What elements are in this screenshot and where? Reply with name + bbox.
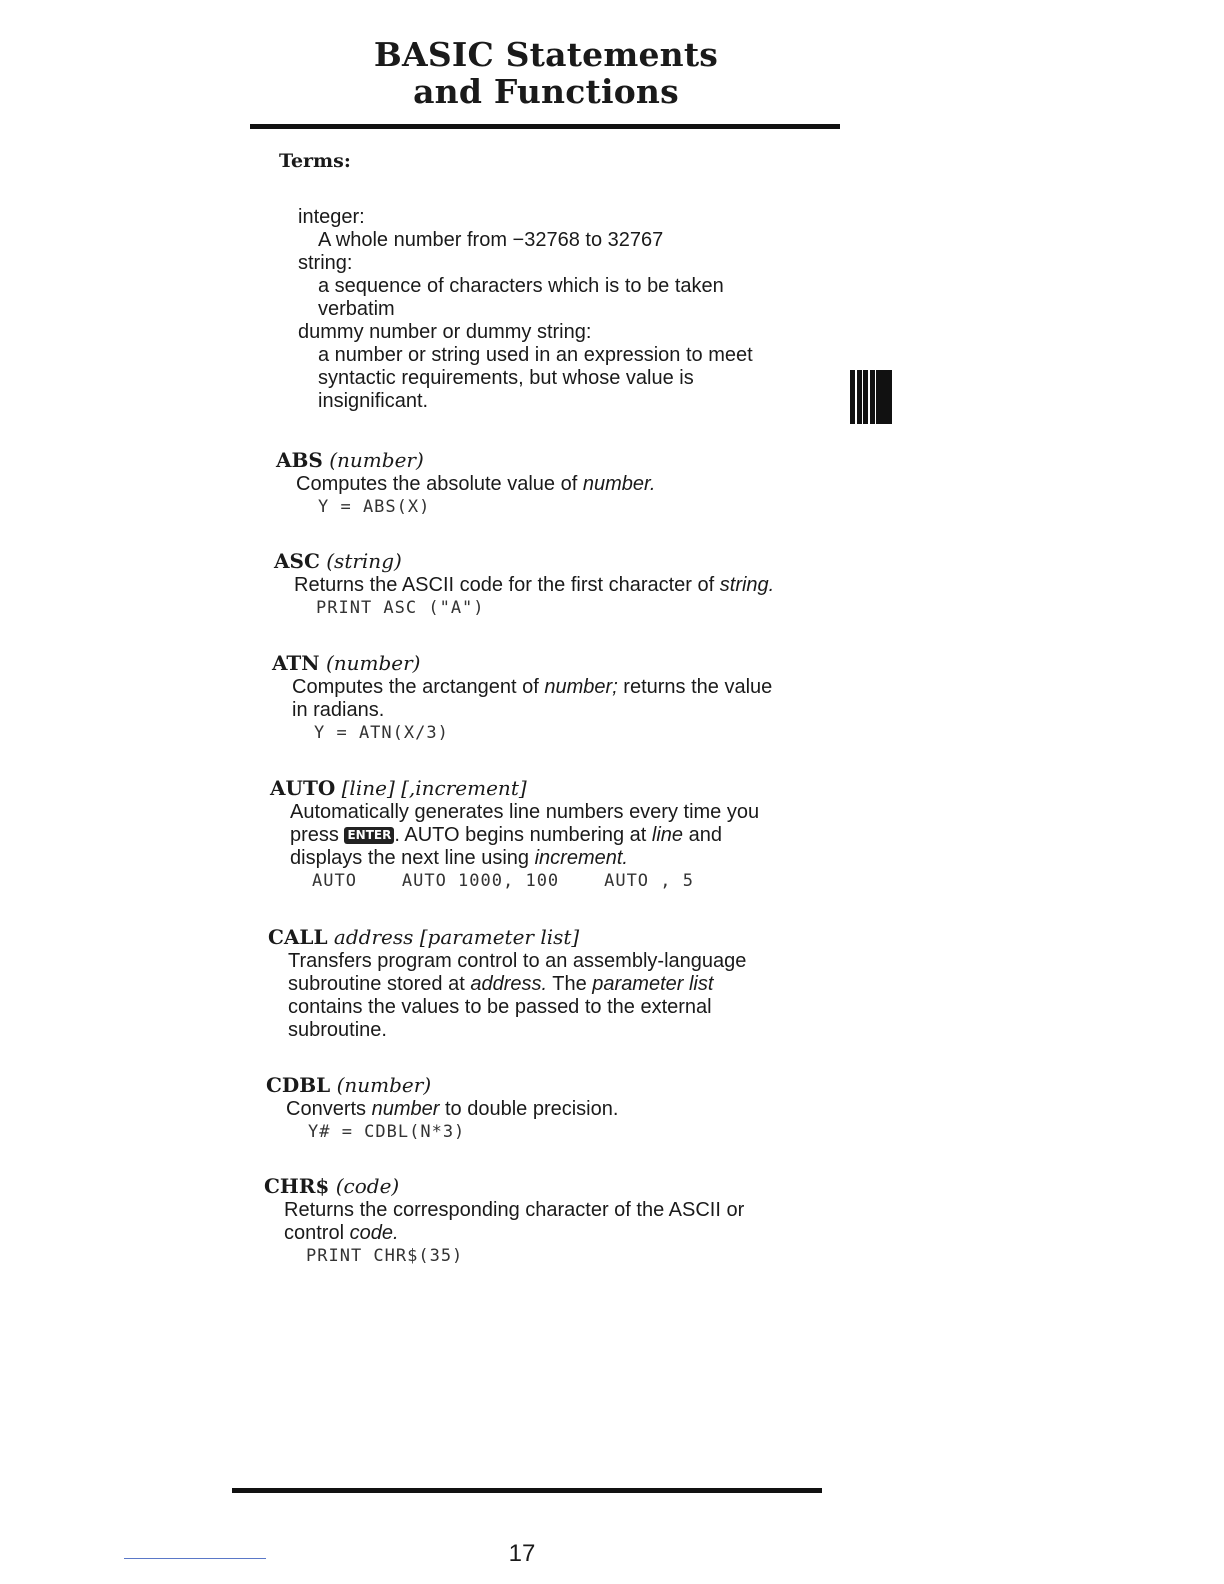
- entry-keyword: ATN: [272, 651, 320, 675]
- entry-args: (number): [329, 448, 424, 472]
- description-emphasis: line: [651, 824, 684, 846]
- entry-example: Y# = CDBL(N*3): [308, 1122, 466, 1142]
- entry-example: Y = ATN(X/3): [314, 723, 449, 743]
- entry-description: Transfers program control to an assembly-language subroutine stored at address. The parameter list contains the values to be passed to the external subroutine.: [288, 950, 747, 1041]
- terms-heading: Terms:: [279, 150, 351, 172]
- entry-cdbl: [266, 1073, 826, 1143]
- entry-description: Computes the absolute value of number.: [296, 473, 656, 495]
- page-title-line-2: and Functions: [413, 72, 679, 111]
- description-emphasis: string.: [719, 574, 775, 596]
- entry-signature: [264, 1174, 824, 1198]
- entry-keyword: ASC: [274, 549, 320, 573]
- entry-signature: [270, 776, 830, 800]
- entry-keyword: CHR$: [264, 1174, 330, 1198]
- term-label: string:: [298, 252, 353, 274]
- enter-key-icon: ENTER: [344, 827, 394, 844]
- header-rule: [250, 124, 840, 129]
- description-emphasis: address.: [470, 973, 548, 995]
- description-emphasis: parameter list: [592, 973, 714, 995]
- entry-signature: [274, 549, 834, 573]
- terms-list: [298, 206, 798, 413]
- page-title-line-1: BASIC Statements: [373, 35, 719, 74]
- entry-signature: [276, 448, 836, 472]
- entry-chr: [264, 1174, 824, 1267]
- term-definition-line: A whole number from −32768 to 32767: [318, 229, 664, 251]
- entry-description: Returns the ASCII code for the first character of string.: [294, 574, 775, 596]
- entry-description: Automatically generates line numbers every time you press ENTER . AUTO begins numbering at line and displays the next line using increment.: [290, 801, 760, 869]
- term-definition-line: insignificant.: [318, 390, 429, 412]
- entry-keyword: AUTO: [270, 776, 336, 800]
- term-definition-line: a sequence of characters which is to be taken: [318, 275, 724, 297]
- entry-keyword: ABS: [276, 448, 323, 472]
- entry-signature: [266, 1073, 826, 1097]
- entry-signature: [268, 925, 828, 949]
- description-emphasis: increment.: [534, 847, 628, 869]
- entry-args: (number): [336, 1073, 432, 1097]
- description-emphasis: code.: [349, 1222, 399, 1244]
- description-emphasis: number: [371, 1098, 440, 1120]
- entry-args: (string): [326, 549, 402, 573]
- description-emphasis: number;: [544, 676, 618, 698]
- term-label: integer:: [298, 206, 365, 228]
- entry-example: AUTO AUTO 1000, 100 AUTO , 5: [312, 871, 694, 891]
- entry-call: [268, 925, 828, 1042]
- entry-description: Computes the arctangent of number; returns the value in radians.: [292, 676, 773, 721]
- entry-example: PRINT ASC ("A"): [316, 598, 485, 618]
- entry-example: Y = ABS(X): [318, 497, 431, 517]
- section-tab-marker: [850, 370, 892, 424]
- entry-signature: [272, 651, 832, 675]
- term-label: dummy number or dummy string:: [298, 321, 592, 343]
- entry-example: PRINT CHR$(35): [306, 1246, 464, 1266]
- entry-args: address [parameter list]: [333, 925, 580, 949]
- entry-description: Converts number to double precision.: [286, 1098, 619, 1120]
- entry-asc: [274, 549, 834, 619]
- scan-artifact-line: [124, 1558, 266, 1559]
- entry-auto: [270, 776, 830, 892]
- term-definition-line: verbatim: [318, 298, 395, 320]
- term-definition-line: a number or string used in an expression to meet: [318, 344, 753, 366]
- entry-args: [line] [,increment]: [341, 776, 527, 800]
- entry-atn: [272, 651, 832, 744]
- page-title: [250, 36, 842, 110]
- term-definition-line: syntactic requirements, but whose value is: [318, 367, 694, 389]
- page-number: 17: [508, 1540, 536, 1567]
- description-emphasis: number.: [582, 473, 656, 495]
- entry-abs: [276, 448, 836, 518]
- entry-args: (code): [335, 1174, 400, 1198]
- footer-rule: [232, 1488, 822, 1493]
- entry-keyword: CDBL: [266, 1073, 331, 1097]
- entry-args: (number): [325, 651, 421, 675]
- entry-description: Returns the corresponding character of the ASCII or control code.: [284, 1199, 745, 1244]
- entry-keyword: CALL: [268, 925, 328, 949]
